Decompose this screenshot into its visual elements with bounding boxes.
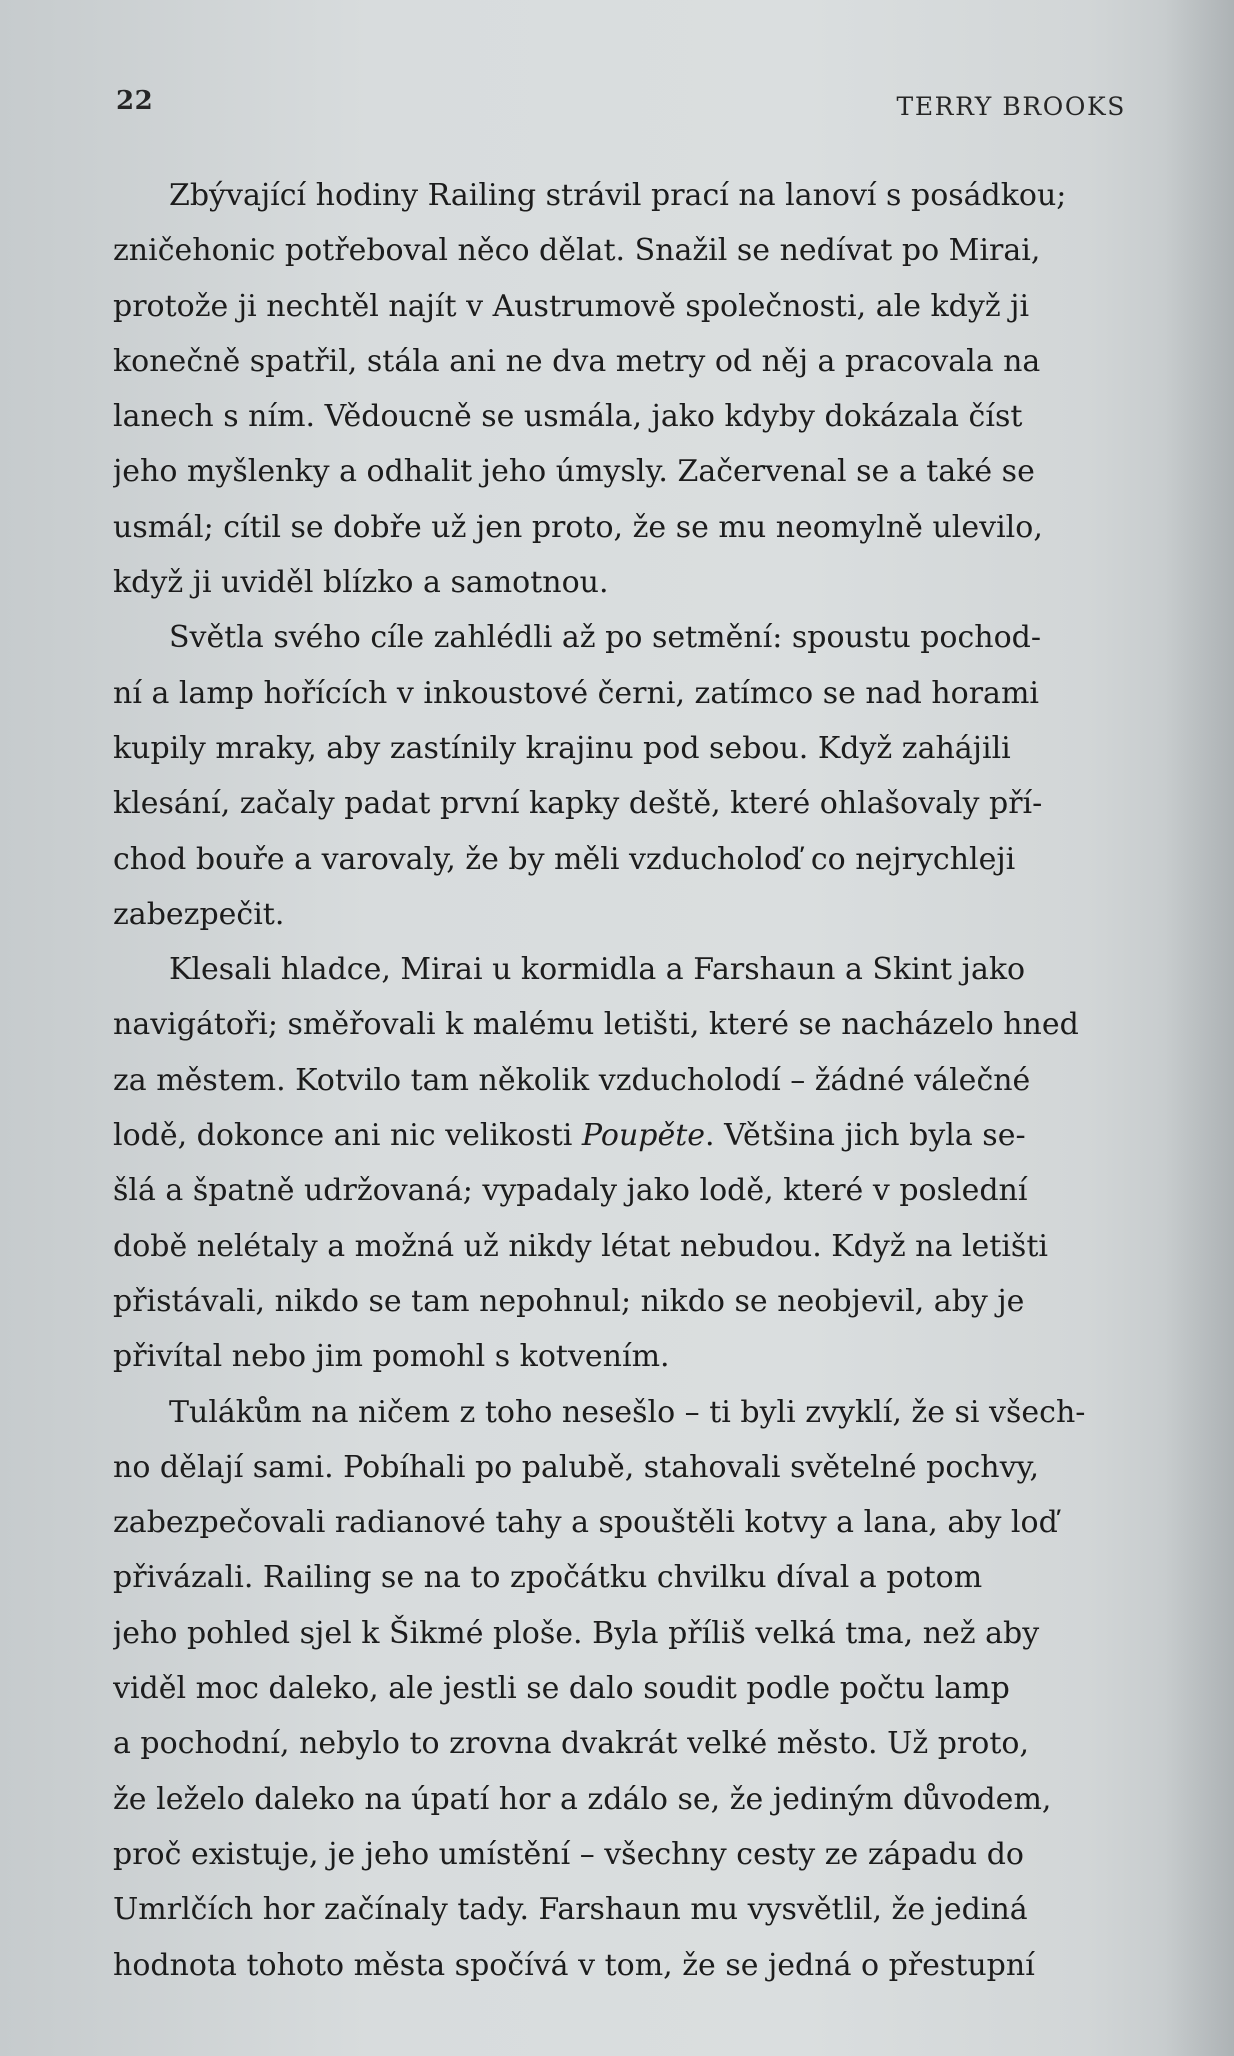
text-line: konečně spatřil, stála ani ne dva metry od něj a pracovala na [113, 343, 1041, 379]
text-line: viděl moc daleko, ale jestli se dalo soudit podle počtu lamp [113, 1671, 1010, 1707]
text-line: navigátoři; směřovali k malému letišti, které se nacházelo hned [113, 1007, 1079, 1043]
paragraph-2 [113, 610, 1123, 942]
text-line: Světla svého cíle zahlédli až po setmění: spoustu pochod- [169, 620, 1041, 656]
text-line: klesání, začaly padat první kapky deště, které ohlašovaly pří- [113, 786, 1043, 822]
text-line: zničehonic potřeboval něco dělat. Snažil se nedívat po Mirai, [113, 233, 1041, 269]
text-line: přivázali. Railing se na to zpočátku chvilku díval a potom [113, 1560, 983, 1596]
text-line: no dělají sami. Pobíhali po palubě, stahovali světelné pochvy, [113, 1449, 1040, 1485]
paragraph-3 [113, 942, 1123, 1384]
text-line: ní a lamp hořících v inkoustové černi, zatímco se nad horami [113, 675, 1039, 711]
text-line: Zbývající hodiny Railing strávil prací na lanoví s posádkou; [169, 178, 1067, 213]
text-line: zabezpečovali radianové tahy a spouštěli kotvy a lana, aby loď [113, 1505, 1058, 1541]
paragraph-4 [113, 1385, 1123, 1993]
text-line: hodnota tohoto města spočívá v tom, že se jedná o přestupní [113, 1947, 1035, 1983]
text-line: Tulákům na ničem z toho nesešlo – ti byli zvyklí, že si všech- [169, 1394, 1086, 1430]
text-line: jeho myšlenky a odhalit jeho úmysly. Začervenal se a také se [113, 454, 1035, 490]
text-line: Umrlčích hor začínaly tady. Farshaun mu vysvětlil, že jediná [113, 1892, 1028, 1928]
text-segment: . Většina jich byla se- [705, 1118, 1026, 1154]
text-segment: lodě, dokonce ani nic velikosti [113, 1118, 582, 1154]
text-line: zabezpečit. [113, 896, 285, 932]
page-number: 22 [116, 86, 154, 116]
text-line: přivítal nebo jim pomohl s kotvením. [113, 1339, 670, 1375]
text-line: lanech s ním. Vědoucně se usmála, jako kdyby dokázala číst [113, 399, 1023, 435]
text-line: době nelétaly a možná už nikdy létat nebudou. Když na letišti [113, 1228, 1048, 1264]
paragraph-1 [113, 168, 1123, 610]
text-line: protože ji nechtěl najít v Austrumově společnosti, ale když ji [113, 288, 1030, 324]
text-line: jeho pohled sjel k Šikmé ploše. Byla příliš velká tma, než aby [113, 1615, 1040, 1651]
text-line: a pochodní, nebylo to zrovna dvakrát velké město. Už proto, [113, 1726, 1029, 1762]
text-line: šlá a špatně udržovaná; vypadaly jako lodě, které v poslední [113, 1173, 1028, 1209]
ship-name-italic: Poupěte [581, 1118, 706, 1154]
body-text [113, 168, 1123, 1993]
text-line: proč existuje, je jeho umístění – všechny cesty ze západu do [113, 1836, 1024, 1872]
text-line: přistávali, nikdo se tam nepohnul; nikdo se neobjevil, aby je [113, 1283, 1025, 1319]
text-line-with-italic [113, 1108, 1123, 1163]
text-line: když ji uviděl blízko a samotnou. [113, 565, 609, 601]
text-line: usmál; cítil se dobře už jen proto, že se mu neomylně ulevilo, [113, 509, 1043, 545]
text-line: za městem. Kotvilo tam několik vzducholodí – žádné válečné [113, 1062, 1031, 1098]
text-line: že leželo daleko na úpatí hor a zdálo se, že jediným důvodem, [113, 1781, 1052, 1817]
text-line: kupily mraky, aby zastínily krajinu pod sebou. Když zahájili [113, 730, 1011, 766]
text-line: Klesali hladce, Mirai u kormidla a Farshaun a Skint jako [169, 952, 1026, 988]
running-head-author: TERRY BROOKS [896, 92, 1126, 121]
text-line: chod bouře a varovaly, že by měli vzducholoď co nejrychleji [113, 841, 1016, 877]
